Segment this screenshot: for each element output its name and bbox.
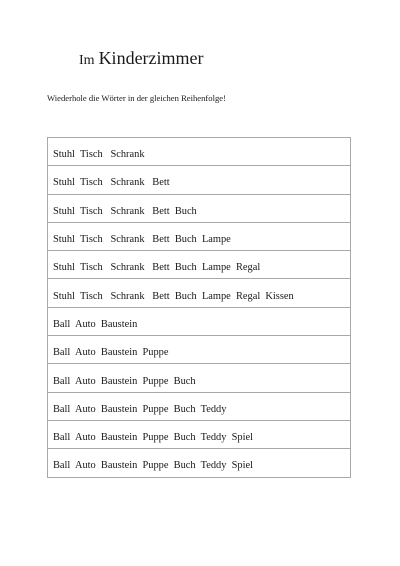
title-main: Kinderzimmer <box>98 48 204 68</box>
word-row-text: Stuhl Tisch Schrank Bett Buch <box>53 205 197 217</box>
table-row <box>48 392 351 420</box>
word-row-cell <box>48 279 351 307</box>
table-row <box>48 222 351 250</box>
word-row-cell <box>48 336 351 364</box>
word-row-text: Stuhl Tisch Schrank Bett <box>53 177 170 189</box>
page-title <box>79 49 204 68</box>
word-row-cell <box>48 307 351 335</box>
word-row-text: Stuhl Tisch Schrank Bett Buch Lampe Regal <box>53 262 261 274</box>
table-row <box>48 138 351 166</box>
table-row <box>48 364 351 392</box>
instruction-text: Wiederhole die Wörter in der gleichen Reihenfolge! <box>47 93 226 103</box>
table-row <box>48 166 351 194</box>
word-row-cell <box>48 449 351 477</box>
word-row-cell <box>48 420 351 448</box>
word-row-cell <box>48 222 351 250</box>
table-row <box>48 194 351 222</box>
title-prefix: Im <box>79 53 95 68</box>
table-row <box>48 307 351 335</box>
word-row-text: Ball Auto Baustein Puppe Buch Teddy <box>53 403 227 415</box>
word-row-text: Stuhl Tisch Schrank Bett Buch Lampe <box>53 234 231 246</box>
table-row <box>48 251 351 279</box>
word-row-text: Stuhl Tisch Schrank Bett Buch Lampe Regal Kissen <box>53 290 294 302</box>
word-row-text: Ball Auto Baustein Puppe Buch <box>53 375 196 387</box>
table-row <box>48 449 351 477</box>
word-row-text: Ball Auto Baustein Puppe <box>53 347 169 359</box>
table-row <box>48 420 351 448</box>
word-row-cell <box>48 392 351 420</box>
table-row <box>48 336 351 364</box>
word-row-text: Stuhl Tisch Schrank <box>53 149 145 161</box>
word-row-text: Ball Auto Baustein <box>53 318 138 330</box>
word-row-text: Ball Auto Baustein Puppe Buch Teddy Spiel <box>53 432 253 444</box>
word-row-cell <box>48 364 351 392</box>
table-row <box>48 279 351 307</box>
word-row-cell <box>48 138 351 166</box>
word-row-cell <box>48 251 351 279</box>
word-row-cell <box>48 194 351 222</box>
word-row-text: Ball Auto Baustein Puppe Buch Teddy Spiel <box>53 460 253 472</box>
word-row-cell <box>48 166 351 194</box>
word-table <box>47 137 351 478</box>
